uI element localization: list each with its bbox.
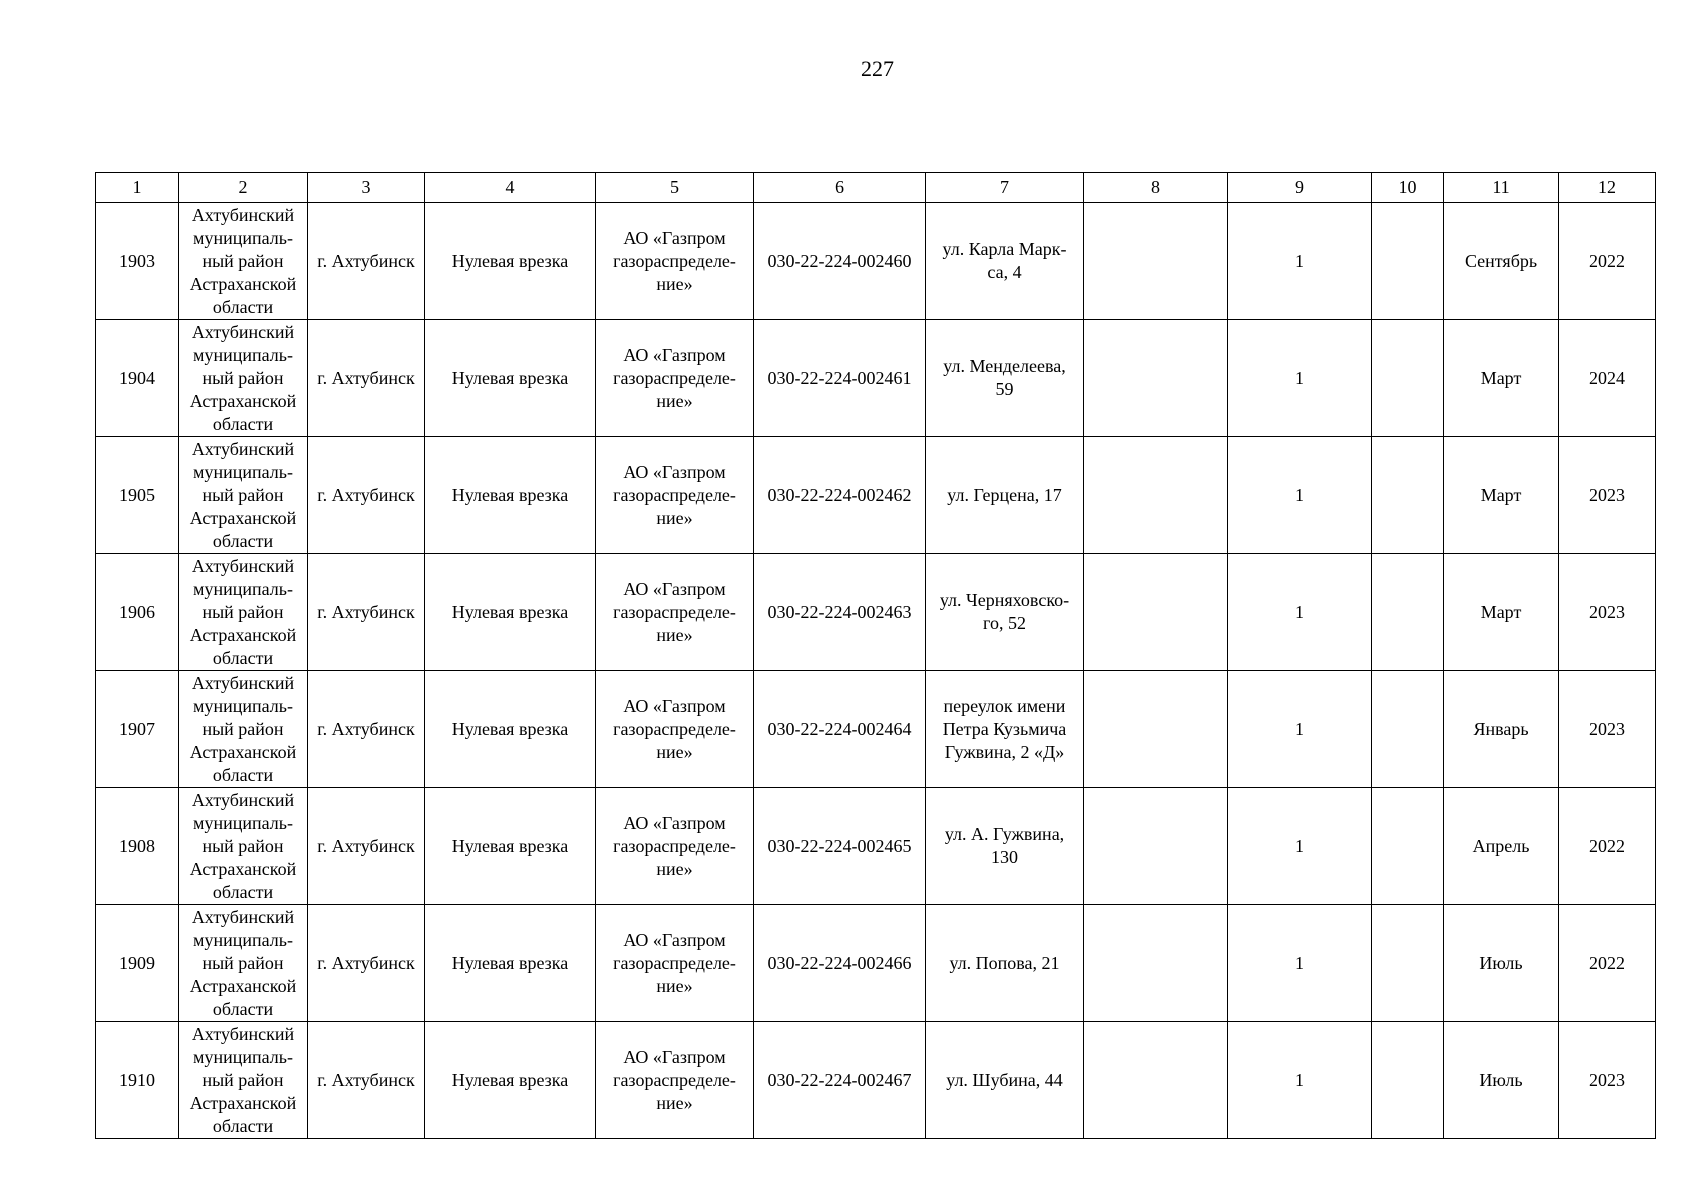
address-cell: ул. Менделеева, 59: [926, 320, 1084, 437]
city-cell: г. Ахтубинск: [308, 320, 425, 437]
object-code-cell: 030-22-224-002464: [754, 671, 926, 788]
quantity-cell: 1: [1228, 905, 1372, 1022]
city-cell: г. Ахтубинск: [308, 554, 425, 671]
row-number-cell: 1905: [96, 437, 179, 554]
object-code-cell: 030-22-224-002465: [754, 788, 926, 905]
work-type-cell: Нулевая врезка: [425, 320, 596, 437]
object-code-cell: 030-22-224-002463: [754, 554, 926, 671]
district-cell: Ахтубинский муниципаль- ный район Астраханской области: [179, 788, 308, 905]
year-cell: 2022: [1559, 905, 1656, 1022]
column-8-cell: [1084, 905, 1228, 1022]
district-cell: Ахтубинский муниципаль- ный район Астраханской области: [179, 554, 308, 671]
row-number-cell: 1906: [96, 554, 179, 671]
column-10-cell: [1372, 905, 1444, 1022]
table-row: [96, 320, 1656, 437]
column-8-cell: [1084, 320, 1228, 437]
district-cell: Ахтубинский муниципаль- ный район Астраханской области: [179, 1022, 308, 1139]
address-cell: переулок имени Петра Кузьмича Гужвина, 2 «Д»: [926, 671, 1084, 788]
header-cell: 10: [1372, 173, 1444, 203]
city-cell: г. Ахтубинск: [308, 437, 425, 554]
quantity-cell: 1: [1228, 1022, 1372, 1139]
organization-cell: АО «Газпром газораспределе- ние»: [596, 203, 754, 320]
row-number-cell: 1904: [96, 320, 179, 437]
district-cell: Ахтубинский муниципаль- ный район Астраханской области: [179, 905, 308, 1022]
district-cell: Ахтубинский муниципаль- ный район Астраханской области: [179, 320, 308, 437]
table-header: [96, 173, 1656, 203]
column-8-cell: [1084, 1022, 1228, 1139]
row-number-cell: 1910: [96, 1022, 179, 1139]
organization-cell: АО «Газпром газораспределе- ние»: [596, 1022, 754, 1139]
organization-cell: АО «Газпром газораспределе- ние»: [596, 788, 754, 905]
work-type-cell: Нулевая врезка: [425, 554, 596, 671]
table-row: [96, 905, 1656, 1022]
city-cell: г. Ахтубинск: [308, 671, 425, 788]
object-code-cell: 030-22-224-002461: [754, 320, 926, 437]
address-cell: ул. Карла Марк- са, 4: [926, 203, 1084, 320]
header-cell: 1: [96, 173, 179, 203]
quantity-cell: 1: [1228, 203, 1372, 320]
quantity-cell: 1: [1228, 671, 1372, 788]
address-cell: ул. Попова, 21: [926, 905, 1084, 1022]
column-10-cell: [1372, 320, 1444, 437]
table-body: [96, 203, 1656, 1139]
work-type-cell: Нулевая врезка: [425, 1022, 596, 1139]
month-cell: Март: [1444, 320, 1559, 437]
column-8-cell: [1084, 554, 1228, 671]
year-cell: 2024: [1559, 320, 1656, 437]
city-cell: г. Ахтубинск: [308, 1022, 425, 1139]
quantity-cell: 1: [1228, 554, 1372, 671]
quantity-cell: 1: [1228, 788, 1372, 905]
column-8-cell: [1084, 437, 1228, 554]
work-type-cell: Нулевая врезка: [425, 788, 596, 905]
city-cell: г. Ахтубинск: [308, 905, 425, 1022]
header-cell: 4: [425, 173, 596, 203]
header-row: [96, 173, 1656, 203]
year-cell: 2023: [1559, 437, 1656, 554]
organization-cell: АО «Газпром газораспределе- ние»: [596, 905, 754, 1022]
work-type-cell: Нулевая врезка: [425, 905, 596, 1022]
column-10-cell: [1372, 1022, 1444, 1139]
column-10-cell: [1372, 437, 1444, 554]
year-cell: 2023: [1559, 554, 1656, 671]
header-cell: 2: [179, 173, 308, 203]
page-number: 227: [861, 56, 894, 81]
address-cell: ул. Герцена, 17: [926, 437, 1084, 554]
address-cell: ул. Черняховско- го, 52: [926, 554, 1084, 671]
column-10-cell: [1372, 671, 1444, 788]
organization-cell: АО «Газпром газораспределе- ние»: [596, 320, 754, 437]
table-row: [96, 1022, 1656, 1139]
address-cell: ул. А. Гужвина, 130: [926, 788, 1084, 905]
header-cell: 5: [596, 173, 754, 203]
row-number-cell: 1907: [96, 671, 179, 788]
column-8-cell: [1084, 671, 1228, 788]
header-cell: 12: [1559, 173, 1656, 203]
month-cell: Апрель: [1444, 788, 1559, 905]
column-8-cell: [1084, 203, 1228, 320]
column-10-cell: [1372, 554, 1444, 671]
header-cell: 3: [308, 173, 425, 203]
work-type-cell: Нулевая врезка: [425, 671, 596, 788]
object-code-cell: 030-22-224-002467: [754, 1022, 926, 1139]
year-cell: 2023: [1559, 671, 1656, 788]
object-code-cell: 030-22-224-002466: [754, 905, 926, 1022]
city-cell: г. Ахтубинск: [308, 203, 425, 320]
year-cell: 2022: [1559, 203, 1656, 320]
district-cell: Ахтубинский муниципаль- ный район Астраханской области: [179, 671, 308, 788]
row-number-cell: 1909: [96, 905, 179, 1022]
quantity-cell: 1: [1228, 320, 1372, 437]
work-type-cell: Нулевая врезка: [425, 437, 596, 554]
column-8-cell: [1084, 788, 1228, 905]
organization-cell: АО «Газпром газораспределе- ние»: [596, 554, 754, 671]
row-number-cell: 1908: [96, 788, 179, 905]
city-cell: г. Ахтубинск: [308, 788, 425, 905]
year-cell: 2022: [1559, 788, 1656, 905]
table-row: [96, 437, 1656, 554]
quantity-cell: 1: [1228, 437, 1372, 554]
column-10-cell: [1372, 788, 1444, 905]
header-cell: 6: [754, 173, 926, 203]
header-cell: 11: [1444, 173, 1559, 203]
object-code-cell: 030-22-224-002460: [754, 203, 926, 320]
table-row: [96, 788, 1656, 905]
header-cell: 8: [1084, 173, 1228, 203]
table-row: [96, 554, 1656, 671]
month-cell: Март: [1444, 554, 1559, 671]
data-table: [95, 172, 1656, 1139]
month-cell: Январь: [1444, 671, 1559, 788]
organization-cell: АО «Газпром газораспределе- ние»: [596, 671, 754, 788]
month-cell: Июль: [1444, 1022, 1559, 1139]
month-cell: Июль: [1444, 905, 1559, 1022]
address-cell: ул. Шубина, 44: [926, 1022, 1084, 1139]
object-code-cell: 030-22-224-002462: [754, 437, 926, 554]
column-10-cell: [1372, 203, 1444, 320]
month-cell: Март: [1444, 437, 1559, 554]
header-cell: 9: [1228, 173, 1372, 203]
table-row: [96, 671, 1656, 788]
district-cell: Ахтубинский муниципаль- ный район Астраханской области: [179, 437, 308, 554]
month-cell: Сентябрь: [1444, 203, 1559, 320]
organization-cell: АО «Газпром газораспределе- ние»: [596, 437, 754, 554]
table-row: [96, 203, 1656, 320]
header-cell: 7: [926, 173, 1084, 203]
work-type-cell: Нулевая врезка: [425, 203, 596, 320]
district-cell: Ахтубинский муниципаль- ный район Астраханской области: [179, 203, 308, 320]
year-cell: 2023: [1559, 1022, 1656, 1139]
row-number-cell: 1903: [96, 203, 179, 320]
